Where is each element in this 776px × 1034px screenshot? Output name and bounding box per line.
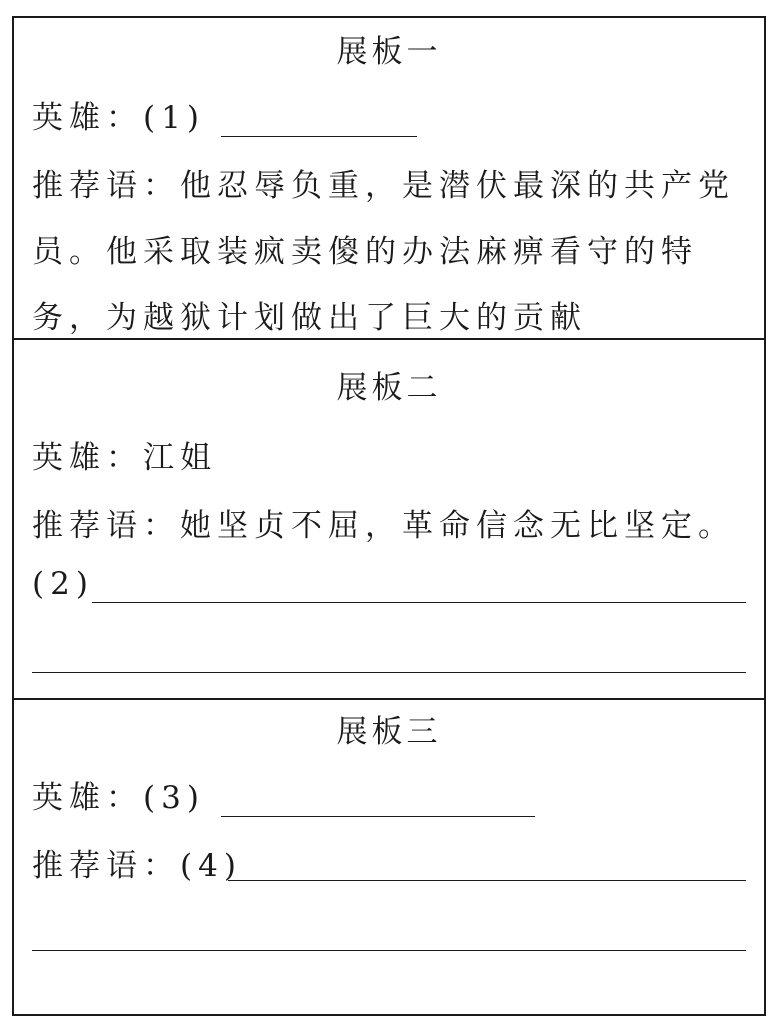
panel-one [14, 18, 764, 340]
hero-line [32, 92, 746, 137]
answer-blank-two-line-1[interactable] [92, 602, 746, 603]
recommendation-line: 务，为越狱计划做出了巨大的贡献 [32, 300, 587, 336]
worksheet-frame [12, 16, 766, 1016]
hero-blank-number: (1) [143, 100, 205, 136]
answer-blank-two-line-2[interactable] [32, 672, 746, 673]
blank-number: (2) [32, 566, 94, 602]
recommendation-answer-blank-2[interactable] [32, 950, 746, 951]
hero-line: 英雄：江姐 [32, 440, 217, 476]
recommendation-line: 推荐语：她坚贞不屈，革命信念无比坚定。 [32, 508, 735, 544]
hero-label-with-number: 英雄：(3) [32, 780, 205, 816]
recommendation-line: 员。他采取装疯卖傻的办法麻痹看守的特 [32, 234, 698, 270]
panel-title: 展板三 [336, 714, 442, 750]
recommendation-line: 推荐语：(4) [32, 848, 242, 884]
panel-two [14, 340, 764, 700]
blank-two-line [32, 566, 746, 602]
panel-title: 展板二 [336, 370, 442, 406]
hero-label: 英雄： [32, 100, 143, 136]
hero-answer-blank[interactable] [221, 786, 535, 817]
panel-title: 展板一 [336, 34, 442, 70]
recommendation-answer-blank-1[interactable] [228, 880, 746, 881]
hero-answer-blank[interactable] [221, 106, 417, 137]
panel-three [14, 700, 764, 1016]
recommendation-line: 推荐语：他忍辱负重，是潜伏最深的共产党 [32, 168, 735, 204]
hero-line [32, 772, 746, 817]
